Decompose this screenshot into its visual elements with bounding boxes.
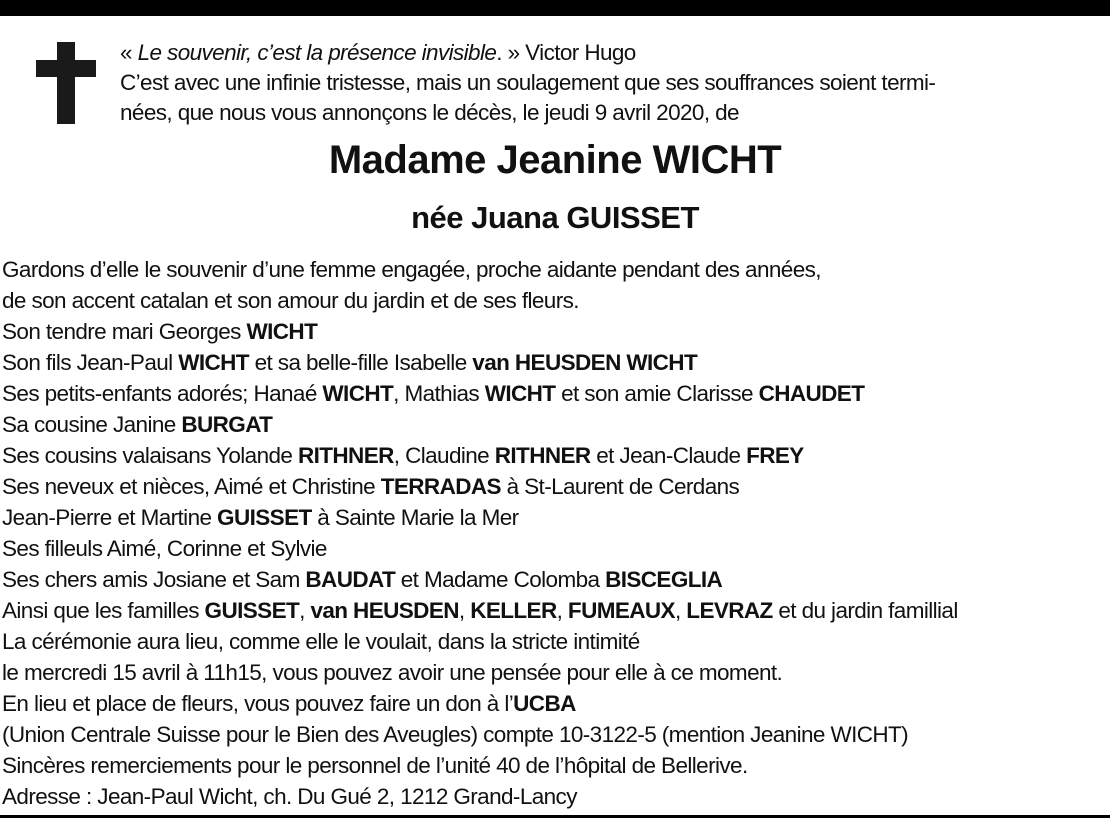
line-text: Sincères remerciements pour le personnel de l’unité 40 de l’hôpital de Bellerive. xyxy=(2,753,748,778)
notice-line xyxy=(2,409,1107,440)
intro-line-1: C’est avec une infinie tristesse, mais un soulagement que ses souffrances soient termi- xyxy=(120,70,936,95)
bold-surname: BURGAT xyxy=(181,412,273,437)
bold-surname: van HEUSDEN WICHT xyxy=(472,350,698,375)
bold-surname: RITHNER xyxy=(494,443,591,468)
line-text: à St-Laurent de Cerdans xyxy=(500,474,740,499)
notice-line xyxy=(2,626,1107,657)
line-text: Ses filleuls Aimé, Corinne et Sylvie xyxy=(2,536,327,561)
line-text: Ses petits-enfants adorés; Hanaé xyxy=(2,381,323,406)
line-text: , xyxy=(674,598,687,623)
line-text: et son amie Clarisse xyxy=(555,381,759,406)
quote-line xyxy=(120,38,1095,68)
line-text: Adresse : Jean-Paul Wicht, ch. Du Gué 2, 1212 Grand-Lancy xyxy=(2,784,577,809)
line-text: le mercredi 15 avril à 11h15, vous pouvez avoir une pensée pour elle à ce moment. xyxy=(2,660,783,685)
notice-line xyxy=(2,688,1107,719)
line-text: et Madame Colomba xyxy=(395,567,606,592)
line-text: En lieu et place de fleurs, vous pouvez faire un don à l’ xyxy=(2,691,514,716)
notice-line xyxy=(2,440,1107,471)
notice-line xyxy=(2,564,1107,595)
maiden-name: née Juana GUISSET xyxy=(411,200,699,235)
bold-surname: WICHT xyxy=(322,381,394,406)
bold-surname: BAUDAT xyxy=(305,567,396,592)
line-text: (Union Centrale Suisse pour le Bien des Aveugles) compte 10-3122-5 (mention Jeanine WICHT) xyxy=(2,722,909,747)
bold-surname: LEVRAZ xyxy=(686,598,773,623)
cross-horizontal-beam xyxy=(36,60,96,77)
notice-line xyxy=(2,657,1107,688)
line-text: Gardons d’elle le souvenir d’une femme engagée, proche aidante pendant des années, xyxy=(2,257,821,282)
notice-line xyxy=(2,595,1107,626)
line-text: Ainsi que les familles xyxy=(2,598,205,623)
bold-surname: FUMEAUX xyxy=(567,598,675,623)
notice-line xyxy=(2,471,1107,502)
bold-surname: BISCEGLIA xyxy=(605,567,723,592)
bold-surname: FREY xyxy=(746,443,804,468)
bold-surname: UCBA xyxy=(513,691,576,716)
notice-line xyxy=(2,502,1107,533)
line-text: et Jean-Claude xyxy=(590,443,747,468)
notice-line xyxy=(2,254,1107,285)
notice-line xyxy=(2,316,1107,347)
bold-surname: RITHNER xyxy=(297,443,394,468)
notice-line xyxy=(2,719,1107,750)
top-border-bar xyxy=(0,0,1110,16)
line-text: Jean-Pierre et Martine xyxy=(2,505,218,530)
line-text: Ses chers amis Josiane et Sam xyxy=(2,567,306,592)
notice-line xyxy=(2,285,1107,316)
notice-line xyxy=(2,750,1107,781)
bold-surname: van HEUSDEN xyxy=(310,598,459,623)
quote-attribution: . » Victor Hugo xyxy=(496,40,636,65)
line-text: à Sainte Marie la Mer xyxy=(311,505,519,530)
line-text: Sa cousine Janine xyxy=(2,412,182,437)
line-text: Son tendre mari Georges xyxy=(2,319,247,344)
line-text: , xyxy=(299,598,311,623)
line-text: , Mathias xyxy=(393,381,485,406)
quote-text: Le souvenir, c’est la présence invisible xyxy=(137,40,497,65)
bold-surname: KELLER xyxy=(470,598,557,623)
notice-line xyxy=(2,533,1107,564)
bold-surname: WICHT xyxy=(484,381,556,406)
notice-line xyxy=(2,378,1107,409)
notice-line xyxy=(2,781,1107,812)
bold-surname: WICHT xyxy=(178,350,249,375)
intro-line-2: nées, que nous vous annonçons le décès, le jeudi 9 avril 2020, de xyxy=(120,100,739,125)
cross-vertical-beam xyxy=(57,42,75,124)
line-text: et sa belle-fille Isabelle xyxy=(248,350,473,375)
line-text: Ses neveux et nièces, Aimé et Christine xyxy=(2,474,381,499)
latin-cross-icon xyxy=(36,42,96,124)
bold-surname: GUISSET xyxy=(204,598,300,623)
line-text: , Claudine xyxy=(393,443,495,468)
bold-surname: TERRADAS xyxy=(380,474,501,499)
line-text: et du jardin famillial xyxy=(772,598,958,623)
bold-surname: WICHT xyxy=(246,319,318,344)
bottom-border-rule xyxy=(0,815,1110,818)
bold-surname: GUISSET xyxy=(217,505,312,530)
bold-surname: CHAUDET xyxy=(758,381,865,406)
line-text: de son accent catalan et son amour du jardin et de ses fleurs. xyxy=(2,288,579,313)
intro-text xyxy=(120,38,1095,128)
notice-body xyxy=(2,254,1107,812)
notice-line xyxy=(2,347,1107,378)
quote-open: « xyxy=(120,40,138,65)
deceased-name: Madame Jeanine WICHT xyxy=(328,138,782,182)
line-text: , xyxy=(458,598,471,623)
line-text: La cérémonie aura lieu, comme elle le voulait, dans la stricte intimité xyxy=(2,629,640,654)
line-text: Son fils Jean-Paul xyxy=(2,350,179,375)
line-text: Ses cousins valaisans Yolande xyxy=(2,443,298,468)
line-text: , xyxy=(556,598,568,623)
